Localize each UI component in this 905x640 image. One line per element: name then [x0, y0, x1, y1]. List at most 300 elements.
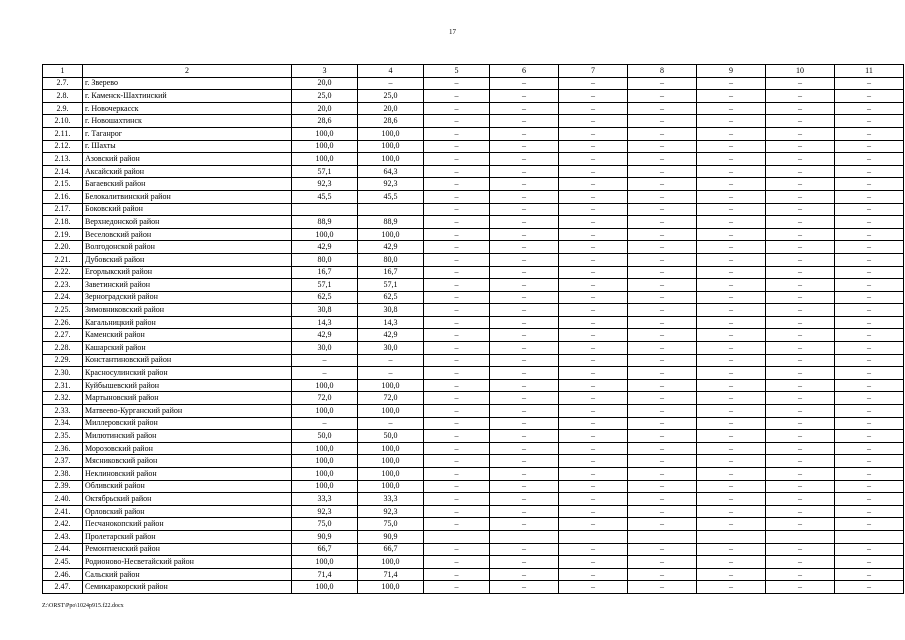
value-cell: – — [424, 279, 490, 292]
table-row — [43, 165, 904, 178]
value-cell: 72,0 — [292, 392, 358, 405]
value-cell: – — [766, 430, 835, 443]
value-cell: – — [424, 329, 490, 342]
row-number-cell: 2.19. — [43, 228, 83, 241]
value-cell: – — [835, 367, 904, 380]
value-cell: – — [424, 405, 490, 418]
value-cell: – — [490, 329, 559, 342]
district-name-cell: Веселовский район — [83, 228, 292, 241]
value-cell: – — [559, 581, 628, 594]
value-cell: – — [559, 190, 628, 203]
value-cell: – — [628, 342, 697, 355]
row-number-cell: 2.33. — [43, 405, 83, 418]
value-cell: 100,0 — [292, 480, 358, 493]
column-header: 9 — [697, 65, 766, 78]
value-cell: – — [490, 568, 559, 581]
value-cell — [628, 530, 697, 543]
value-cell: – — [628, 190, 697, 203]
row-number-cell: 2.17. — [43, 203, 83, 216]
table-row — [43, 316, 904, 329]
value-cell: – — [766, 442, 835, 455]
value-cell: – — [835, 342, 904, 355]
value-cell: 100,0 — [358, 581, 424, 594]
value-cell: – — [835, 203, 904, 216]
value-cell: 66,7 — [292, 543, 358, 556]
column-header: 2 — [83, 65, 292, 78]
value-cell: – — [697, 228, 766, 241]
value-cell: – — [292, 367, 358, 380]
value-cell — [358, 203, 424, 216]
value-cell: 30,0 — [358, 342, 424, 355]
value-cell: – — [628, 543, 697, 556]
value-cell: – — [628, 153, 697, 166]
value-cell: 75,0 — [292, 518, 358, 531]
column-header: 8 — [628, 65, 697, 78]
value-cell: 20,0 — [292, 102, 358, 115]
value-cell: – — [490, 153, 559, 166]
value-cell: – — [358, 77, 424, 90]
district-name-cell: Красносулинский район — [83, 367, 292, 380]
value-cell: – — [835, 266, 904, 279]
value-cell: – — [628, 417, 697, 430]
value-cell: 100,0 — [292, 127, 358, 140]
value-cell: – — [559, 316, 628, 329]
value-cell: – — [835, 153, 904, 166]
value-cell: – — [835, 493, 904, 506]
value-cell: – — [424, 342, 490, 355]
row-number-cell: 2.28. — [43, 342, 83, 355]
value-cell — [292, 203, 358, 216]
row-number-cell: 2.12. — [43, 140, 83, 153]
value-cell: 62,5 — [358, 291, 424, 304]
value-cell: 80,0 — [358, 253, 424, 266]
value-cell: – — [835, 77, 904, 90]
column-header: 6 — [490, 65, 559, 78]
value-cell: 100,0 — [358, 468, 424, 481]
row-number-cell: 2.43. — [43, 530, 83, 543]
row-number-cell: 2.40. — [43, 493, 83, 506]
district-name-cell: Семикаракорский район — [83, 581, 292, 594]
value-cell: 75,0 — [358, 518, 424, 531]
value-cell: – — [358, 367, 424, 380]
row-number-cell: 2.37. — [43, 455, 83, 468]
value-cell: – — [424, 518, 490, 531]
value-cell: – — [697, 468, 766, 481]
value-cell: – — [628, 165, 697, 178]
value-cell: – — [766, 253, 835, 266]
value-cell: – — [559, 442, 628, 455]
district-name-cell: Азовский район — [83, 153, 292, 166]
value-cell: – — [697, 178, 766, 191]
column-header: 3 — [292, 65, 358, 78]
value-cell: – — [766, 556, 835, 569]
table-row — [43, 342, 904, 355]
value-cell: – — [490, 77, 559, 90]
value-cell — [559, 530, 628, 543]
value-cell: – — [628, 216, 697, 229]
value-cell: – — [559, 543, 628, 556]
value-cell: – — [424, 115, 490, 128]
table-row — [43, 266, 904, 279]
value-cell: 100,0 — [358, 455, 424, 468]
value-cell: – — [835, 379, 904, 392]
value-cell: – — [490, 455, 559, 468]
value-cell: – — [835, 253, 904, 266]
value-cell: – — [835, 568, 904, 581]
value-cell: – — [490, 102, 559, 115]
value-cell: – — [835, 127, 904, 140]
value-cell: – — [559, 178, 628, 191]
row-number-cell: 2.35. — [43, 430, 83, 443]
value-cell: – — [424, 543, 490, 556]
value-cell: 92,3 — [358, 505, 424, 518]
value-cell: – — [766, 581, 835, 594]
value-cell: – — [559, 279, 628, 292]
value-cell: – — [628, 379, 697, 392]
value-cell: – — [292, 417, 358, 430]
value-cell: – — [490, 291, 559, 304]
value-cell: – — [835, 392, 904, 405]
value-cell: – — [766, 165, 835, 178]
value-cell: – — [766, 304, 835, 317]
table-row — [43, 190, 904, 203]
value-cell: 100,0 — [292, 153, 358, 166]
value-cell: 30,8 — [358, 304, 424, 317]
value-cell: – — [766, 153, 835, 166]
value-cell: – — [490, 190, 559, 203]
value-cell: – — [628, 140, 697, 153]
value-cell: – — [835, 480, 904, 493]
value-cell: – — [697, 253, 766, 266]
value-cell: – — [697, 127, 766, 140]
value-cell: – — [628, 279, 697, 292]
value-cell: – — [835, 115, 904, 128]
value-cell — [424, 530, 490, 543]
value-cell: – — [424, 291, 490, 304]
row-number-cell: 2.41. — [43, 505, 83, 518]
table-row — [43, 442, 904, 455]
row-number-cell: 2.27. — [43, 329, 83, 342]
table-row — [43, 329, 904, 342]
district-name-cell: Кагальницкий район — [83, 316, 292, 329]
value-cell: – — [766, 77, 835, 90]
row-number-cell: 2.9. — [43, 102, 83, 115]
value-cell: – — [628, 367, 697, 380]
value-cell: – — [559, 493, 628, 506]
value-cell: – — [559, 165, 628, 178]
value-cell: – — [559, 480, 628, 493]
value-cell: – — [490, 442, 559, 455]
value-cell: – — [835, 304, 904, 317]
value-cell: – — [490, 354, 559, 367]
value-cell: – — [628, 568, 697, 581]
value-cell: – — [835, 178, 904, 191]
table-row — [43, 253, 904, 266]
value-cell: – — [424, 266, 490, 279]
table-row — [43, 127, 904, 140]
value-cell: – — [766, 480, 835, 493]
value-cell: – — [766, 505, 835, 518]
value-cell: – — [490, 216, 559, 229]
value-cell: – — [559, 266, 628, 279]
row-number-cell: 2.22. — [43, 266, 83, 279]
value-cell: – — [766, 190, 835, 203]
value-cell — [490, 530, 559, 543]
district-name-cell: Песчанокопский район — [83, 518, 292, 531]
value-cell: – — [424, 379, 490, 392]
district-name-cell: Сальский район — [83, 568, 292, 581]
value-cell: 71,4 — [292, 568, 358, 581]
value-cell: 64,3 — [358, 165, 424, 178]
value-cell: – — [490, 279, 559, 292]
table-row — [43, 417, 904, 430]
value-cell: – — [697, 203, 766, 216]
value-cell: – — [697, 480, 766, 493]
value-cell: – — [628, 505, 697, 518]
row-number-cell: 2.11. — [43, 127, 83, 140]
table-row — [43, 568, 904, 581]
value-cell: – — [424, 178, 490, 191]
column-header: 5 — [424, 65, 490, 78]
value-cell: – — [697, 379, 766, 392]
value-cell: – — [628, 442, 697, 455]
value-cell: – — [424, 455, 490, 468]
value-cell: – — [628, 266, 697, 279]
value-cell: – — [628, 392, 697, 405]
footer-file-path: Z:\ORST\Ppo\1024p915.f22.docx — [42, 603, 124, 609]
district-name-cell: Обливский район — [83, 480, 292, 493]
value-cell: – — [559, 291, 628, 304]
value-cell: – — [628, 430, 697, 443]
district-name-cell: г. Новочеркасск — [83, 102, 292, 115]
value-cell: 100,0 — [358, 140, 424, 153]
value-cell: – — [835, 430, 904, 443]
district-name-cell: Константиновский район — [83, 354, 292, 367]
value-cell: – — [424, 568, 490, 581]
table-row — [43, 203, 904, 216]
table-row — [43, 178, 904, 191]
value-cell: – — [697, 153, 766, 166]
table-row — [43, 430, 904, 443]
value-cell: 100,0 — [292, 581, 358, 594]
column-header: 7 — [559, 65, 628, 78]
value-cell: 100,0 — [292, 228, 358, 241]
value-cell: – — [628, 405, 697, 418]
value-cell: 90,9 — [358, 530, 424, 543]
value-cell: – — [766, 543, 835, 556]
table-row — [43, 493, 904, 506]
table-row — [43, 304, 904, 317]
row-number-cell: 2.7. — [43, 77, 83, 90]
row-number-cell: 2.39. — [43, 480, 83, 493]
value-cell: – — [628, 90, 697, 103]
value-cell: – — [424, 90, 490, 103]
value-cell: – — [490, 417, 559, 430]
column-header: 10 — [766, 65, 835, 78]
table-row — [43, 392, 904, 405]
value-cell: – — [835, 90, 904, 103]
page-number: 17 — [449, 28, 456, 36]
value-cell: – — [559, 556, 628, 569]
value-cell: – — [490, 505, 559, 518]
value-cell: – — [766, 102, 835, 115]
value-cell: 71,4 — [358, 568, 424, 581]
value-cell: – — [559, 228, 628, 241]
value-cell: – — [835, 279, 904, 292]
value-cell: 72,0 — [358, 392, 424, 405]
row-number-cell: 2.38. — [43, 468, 83, 481]
value-cell: 57,1 — [292, 165, 358, 178]
value-cell: – — [292, 354, 358, 367]
value-cell: – — [424, 468, 490, 481]
value-cell: – — [697, 291, 766, 304]
value-cell: 100,0 — [292, 379, 358, 392]
table-row — [43, 556, 904, 569]
value-cell: 92,3 — [292, 505, 358, 518]
value-cell: – — [766, 518, 835, 531]
row-number-cell: 2.25. — [43, 304, 83, 317]
value-cell: – — [424, 203, 490, 216]
value-cell: – — [490, 543, 559, 556]
district-name-cell: г. Каменск-Шахтинский — [83, 90, 292, 103]
value-cell: – — [835, 556, 904, 569]
table-row — [43, 455, 904, 468]
value-cell: – — [766, 417, 835, 430]
district-name-cell: Октябрьский район — [83, 493, 292, 506]
value-cell: – — [490, 556, 559, 569]
value-cell: – — [559, 127, 628, 140]
value-cell: – — [490, 90, 559, 103]
value-cell: – — [424, 354, 490, 367]
value-cell: 33,3 — [292, 493, 358, 506]
value-cell: 25,0 — [358, 90, 424, 103]
value-cell: – — [697, 102, 766, 115]
district-name-cell: Морозовский район — [83, 442, 292, 455]
row-number-cell: 2.8. — [43, 90, 83, 103]
table-row — [43, 367, 904, 380]
value-cell: 16,7 — [358, 266, 424, 279]
value-cell: – — [766, 468, 835, 481]
value-cell: 100,0 — [292, 442, 358, 455]
value-cell: – — [766, 379, 835, 392]
table-row — [43, 518, 904, 531]
value-cell: – — [559, 102, 628, 115]
value-cell: – — [559, 405, 628, 418]
value-cell: – — [697, 568, 766, 581]
value-cell: – — [697, 581, 766, 594]
value-cell: 100,0 — [358, 379, 424, 392]
value-cell: – — [697, 505, 766, 518]
row-number-cell: 2.13. — [43, 153, 83, 166]
value-cell: 88,9 — [292, 216, 358, 229]
value-cell: – — [835, 291, 904, 304]
value-cell: – — [697, 543, 766, 556]
value-cell: 16,7 — [292, 266, 358, 279]
value-cell: – — [490, 367, 559, 380]
value-cell: – — [424, 556, 490, 569]
district-name-cell: Неклиновский район — [83, 468, 292, 481]
row-number-cell: 2.34. — [43, 417, 83, 430]
value-cell: – — [424, 253, 490, 266]
value-cell: – — [766, 493, 835, 506]
value-cell: – — [835, 518, 904, 531]
district-name-cell: Куйбышевский район — [83, 379, 292, 392]
value-cell: – — [766, 127, 835, 140]
value-cell: 92,3 — [358, 178, 424, 191]
value-cell: – — [697, 455, 766, 468]
column-header: 1 — [43, 65, 83, 78]
value-cell: – — [766, 140, 835, 153]
value-cell: – — [628, 518, 697, 531]
table-header-row — [43, 65, 904, 78]
value-cell: – — [766, 568, 835, 581]
value-cell: – — [628, 102, 697, 115]
row-number-cell: 2.32. — [43, 392, 83, 405]
value-cell: – — [490, 405, 559, 418]
value-cell: 100,0 — [358, 405, 424, 418]
value-cell: – — [424, 102, 490, 115]
value-cell: 42,9 — [358, 329, 424, 342]
table-row — [43, 480, 904, 493]
table-row — [43, 241, 904, 254]
value-cell: – — [628, 304, 697, 317]
value-cell: – — [628, 556, 697, 569]
value-cell: 45,5 — [358, 190, 424, 203]
column-header: 4 — [358, 65, 424, 78]
value-cell: – — [628, 77, 697, 90]
value-cell: – — [424, 165, 490, 178]
value-cell: – — [835, 216, 904, 229]
value-cell: – — [559, 241, 628, 254]
value-cell: – — [766, 178, 835, 191]
value-cell: 100,0 — [358, 442, 424, 455]
value-cell: – — [559, 455, 628, 468]
value-cell: – — [835, 405, 904, 418]
value-cell: – — [559, 140, 628, 153]
value-cell: – — [559, 115, 628, 128]
value-cell: – — [697, 518, 766, 531]
value-cell: – — [559, 342, 628, 355]
row-number-cell: 2.42. — [43, 518, 83, 531]
district-name-cell: Верхнедонской район — [83, 216, 292, 229]
value-cell: – — [835, 354, 904, 367]
value-cell: – — [766, 392, 835, 405]
value-cell: – — [697, 304, 766, 317]
value-cell: – — [766, 354, 835, 367]
value-cell: – — [490, 228, 559, 241]
table-row — [43, 505, 904, 518]
value-cell: 28,6 — [292, 115, 358, 128]
value-cell: 42,9 — [292, 241, 358, 254]
value-cell: – — [628, 354, 697, 367]
value-cell: – — [490, 480, 559, 493]
value-cell: – — [766, 455, 835, 468]
table-row — [43, 379, 904, 392]
value-cell: – — [628, 455, 697, 468]
value-cell: – — [559, 77, 628, 90]
value-cell: – — [424, 480, 490, 493]
district-name-cell: Ремонтненский район — [83, 543, 292, 556]
district-name-cell: Милютинский район — [83, 430, 292, 443]
row-number-cell: 2.23. — [43, 279, 83, 292]
value-cell: – — [490, 430, 559, 443]
row-number-cell: 2.26. — [43, 316, 83, 329]
value-cell: – — [358, 417, 424, 430]
value-cell: – — [559, 90, 628, 103]
value-cell: – — [358, 354, 424, 367]
value-cell: – — [559, 468, 628, 481]
table-row — [43, 153, 904, 166]
